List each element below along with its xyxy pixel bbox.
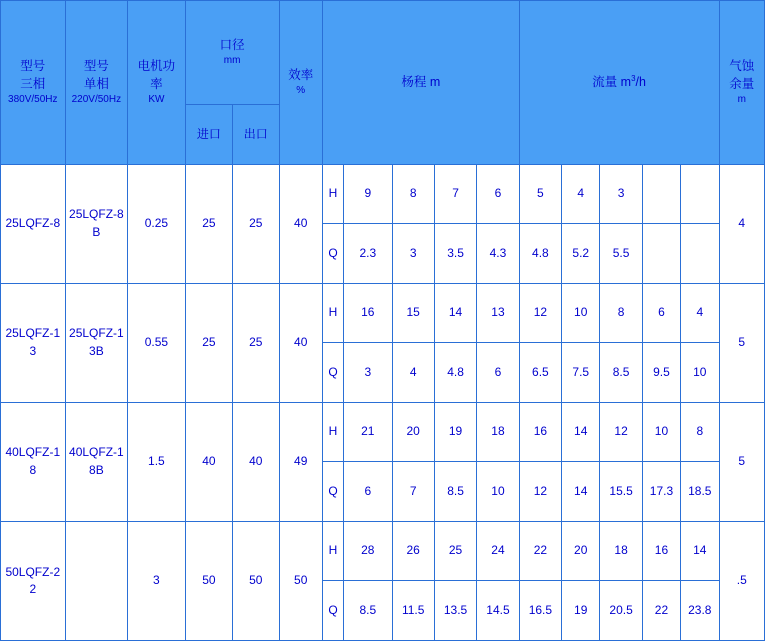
- row-label-flow: Q: [322, 224, 343, 284]
- cell-flow-5: 4.8: [519, 224, 561, 284]
- cell-model-three-phase: 25LQFZ-13: [1, 283, 66, 402]
- cell-model-three-phase: 50LQFZ-22: [1, 521, 66, 640]
- row-label-flow: Q: [322, 343, 343, 403]
- cell-flow-3: 8.5: [434, 462, 476, 522]
- row-label-flow: Q: [322, 462, 343, 522]
- row-label-head: H: [322, 521, 343, 581]
- cell-flow-3: 4.8: [434, 343, 476, 403]
- cell-flow-5: 16.5: [519, 581, 561, 641]
- cell-flow-1: 8.5: [344, 581, 392, 641]
- cell-head-6: 4: [562, 164, 600, 224]
- cell-head-2: 15: [392, 283, 434, 343]
- cell-efficiency: 40: [279, 283, 322, 402]
- header-model-single-phase: 型号 单相 220V/50Hz: [65, 1, 128, 165]
- cell-flow-2: 3: [392, 224, 434, 284]
- header-head: 杨程 m: [322, 1, 519, 165]
- cell-power: 1.5: [128, 402, 186, 521]
- cell-efficiency: 40: [279, 164, 322, 283]
- cell-flow-8: 22: [642, 581, 680, 641]
- cell-outlet: 40: [233, 402, 279, 521]
- cell-flow-6: 19: [562, 581, 600, 641]
- cell-head-5: 5: [519, 164, 561, 224]
- cell-flow-7: 20.5: [600, 581, 642, 641]
- cell-head-5: 16: [519, 402, 561, 462]
- cell-head-8: 10: [642, 402, 680, 462]
- cell-flow-9: 18.5: [681, 462, 719, 522]
- cell-flow-7: 5.5: [600, 224, 642, 284]
- cell-head-4: 13: [477, 283, 519, 343]
- cell-flow-5: 6.5: [519, 343, 561, 403]
- cell-head-3: 14: [434, 283, 476, 343]
- cell-model-single-phase: 25LQFZ-13B: [65, 283, 128, 402]
- header-bore: 口径 mm: [185, 1, 279, 105]
- cell-inlet: 50: [185, 521, 232, 640]
- cell-flow-4: 10: [477, 462, 519, 522]
- cell-head-3: 25: [434, 521, 476, 581]
- cell-flow-1: 3: [344, 343, 392, 403]
- cell-flow-9: [681, 224, 719, 284]
- cell-flow-4: 4.3: [477, 224, 519, 284]
- cell-head-8: 16: [642, 521, 680, 581]
- cell-head-7: 12: [600, 402, 642, 462]
- cell-head-5: 22: [519, 521, 561, 581]
- cell-efficiency: 50: [279, 521, 322, 640]
- cell-power: 0.25: [128, 164, 186, 283]
- cell-head-8: 6: [642, 283, 680, 343]
- cell-flow-3: 13.5: [434, 581, 476, 641]
- cell-head-9: 4: [681, 283, 719, 343]
- row-label-head: H: [322, 164, 343, 224]
- cell-head-8: [642, 164, 680, 224]
- cell-inlet: 25: [185, 283, 232, 402]
- header-row-1: [1, 1, 765, 105]
- header-flow: 流量 $m^3/h$: [519, 1, 719, 165]
- cell-flow-2: 4: [392, 343, 434, 403]
- cell-power: 0.55: [128, 283, 186, 402]
- cell-flow-9: 10: [681, 343, 719, 403]
- table-row: [1, 402, 765, 462]
- cell-flow-3: 3.5: [434, 224, 476, 284]
- cell-flow-1: 6: [344, 462, 392, 522]
- cell-head-1: 21: [344, 402, 392, 462]
- cell-head-2: 26: [392, 521, 434, 581]
- header-model-three-phase: 型号 三相 380V/50Hz: [1, 1, 66, 165]
- cell-head-6: 20: [562, 521, 600, 581]
- cell-head-2: 8: [392, 164, 434, 224]
- cell-head-3: 7: [434, 164, 476, 224]
- cell-flow-9: 23.8: [681, 581, 719, 641]
- cell-inlet: 40: [185, 402, 232, 521]
- cell-model-single-phase: 40LQFZ-18B: [65, 402, 128, 521]
- cell-head-7: 8: [600, 283, 642, 343]
- cell-outlet: 50: [233, 521, 279, 640]
- cell-flow-6: 5.2: [562, 224, 600, 284]
- cell-head-5: 12: [519, 283, 561, 343]
- header-bore-inlet: 进口: [185, 105, 232, 165]
- cell-head-1: 9: [344, 164, 392, 224]
- header-cavitation: 气蚀 余量 m: [719, 1, 765, 165]
- cell-head-1: 28: [344, 521, 392, 581]
- cell-flow-2: 7: [392, 462, 434, 522]
- cell-head-4: 24: [477, 521, 519, 581]
- cell-cavitation: 4: [719, 164, 765, 283]
- cell-head-6: 14: [562, 402, 600, 462]
- table-row: [1, 164, 765, 224]
- cell-head-4: 18: [477, 402, 519, 462]
- cell-model-single-phase: 25LQFZ-8B: [65, 164, 128, 283]
- cell-flow-8: 9.5: [642, 343, 680, 403]
- cell-flow-1: 2.3: [344, 224, 392, 284]
- cell-inlet: 25: [185, 164, 232, 283]
- cell-outlet: 25: [233, 164, 279, 283]
- cell-head-9: 8: [681, 402, 719, 462]
- cell-model-single-phase: [65, 521, 128, 640]
- cell-head-9: [681, 164, 719, 224]
- cell-outlet: 25: [233, 283, 279, 402]
- header-efficiency: 效率 %: [279, 1, 322, 165]
- cell-head-7: 3: [600, 164, 642, 224]
- cell-head-2: 20: [392, 402, 434, 462]
- cell-flow-8: [642, 224, 680, 284]
- header-motor-power: 电机功 率 KW: [128, 1, 186, 165]
- cell-cavitation: 5: [719, 402, 765, 521]
- cell-flow-2: 11.5: [392, 581, 434, 641]
- cell-cavitation: .5: [719, 521, 765, 640]
- table-row: [1, 283, 765, 343]
- row-label-flow: Q: [322, 581, 343, 641]
- cell-head-3: 19: [434, 402, 476, 462]
- row-label-head: H: [322, 402, 343, 462]
- cell-power: 3: [128, 521, 186, 640]
- row-label-head: H: [322, 283, 343, 343]
- cell-model-three-phase: 40LQFZ-18: [1, 402, 66, 521]
- cell-flow-7: 8.5: [600, 343, 642, 403]
- cell-cavitation: 5: [719, 283, 765, 402]
- cell-flow-6: 7.5: [562, 343, 600, 403]
- cell-flow-8: 17.3: [642, 462, 680, 522]
- cell-head-1: 16: [344, 283, 392, 343]
- cell-flow-7: 15.5: [600, 462, 642, 522]
- cell-head-4: 6: [477, 164, 519, 224]
- cell-head-9: 14: [681, 521, 719, 581]
- cell-head-6: 10: [562, 283, 600, 343]
- cell-flow-4: 14.5: [477, 581, 519, 641]
- table-row: [1, 521, 765, 581]
- cell-flow-4: 6: [477, 343, 519, 403]
- cell-flow-5: 12: [519, 462, 561, 522]
- header-bore-outlet: 出口: [233, 105, 279, 165]
- cell-efficiency: 49: [279, 402, 322, 521]
- cell-head-7: 18: [600, 521, 642, 581]
- cell-flow-6: 14: [562, 462, 600, 522]
- cell-model-three-phase: 25LQFZ-8: [1, 164, 66, 283]
